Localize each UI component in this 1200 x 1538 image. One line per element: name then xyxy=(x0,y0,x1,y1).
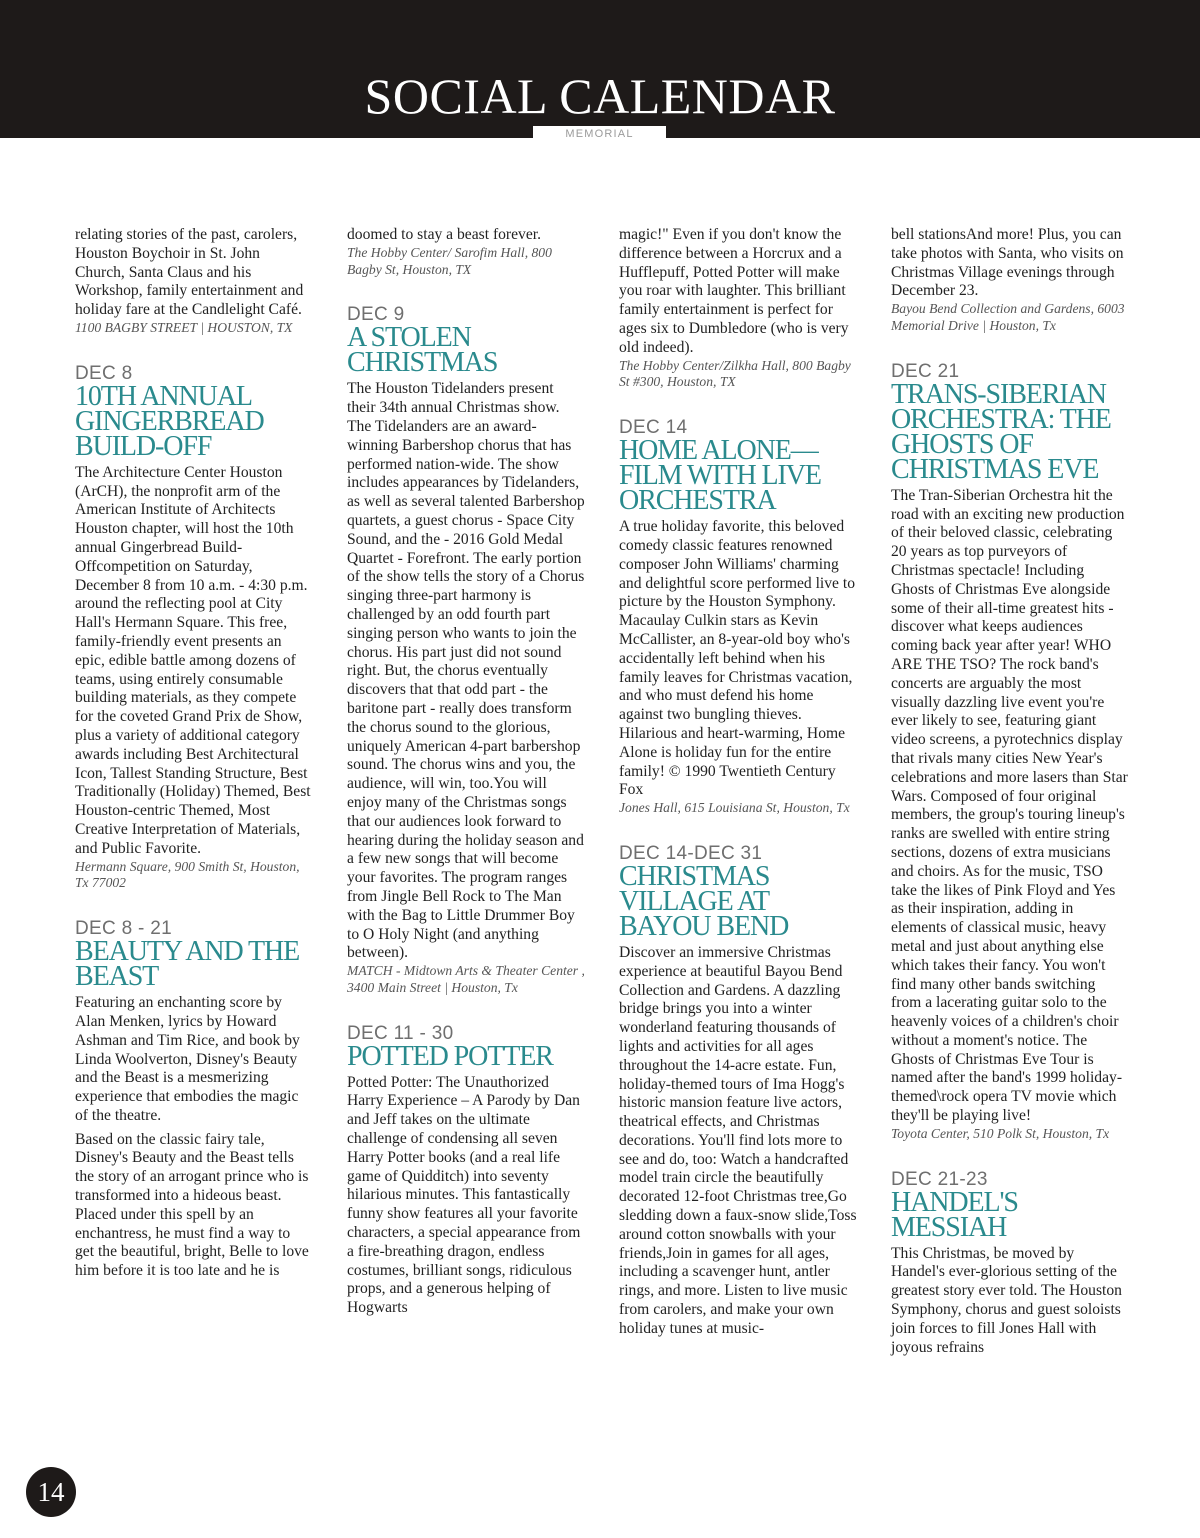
event-title: HANDEL'S MESSIAH xyxy=(891,1186,1018,1243)
event-venue: Jones Hall, 615 Louisiana St, Houston, Tx xyxy=(619,800,850,816)
column-4 xyxy=(891,226,1129,1357)
continued-text: magic!" Even if you don't know the difference between a Horcrux and a Hufflepuff, Potted Potter will make you roar with laughter. This brilliant family entertainment is perfect for ages six to Dumbledore (who is very old indeed). xyxy=(619,226,849,356)
event-date: DEC 9 xyxy=(347,304,405,326)
event-venue: Bayou Bend Collection and Gardens, 6003 Memorial Drive | Houston, Tx xyxy=(891,301,1125,333)
event-date: DEC 21 xyxy=(891,360,960,382)
event-description: Potted Potter: The Unauthorized Harry Experience – A Parody by Dan and Jeff takes on the ultimate challenge of condensing all seven Harry Potter books (and a real life game of Quidditch) into seventy hilarious minutes. This fantastically funny show features all your favorite characters, a special appearance from a fire-breathing dragon, endless costumes, brilliant songs, ridiculous props, and a generous helping of Hogwarts xyxy=(347,1073,581,1317)
event-date: DEC 14-DEC 31 xyxy=(619,842,763,864)
event-description: This Christmas, be moved by Handel's ever-glorious setting of the greatest story ever told. The Houston Symphony, chorus and guest soloists join forces to fill Jones Hall with joyous refrains xyxy=(891,1244,1122,1356)
page-number: 14 xyxy=(26,1467,76,1517)
event-description: The Tran-Siberian Orchestra hit the road with an exciting new production of their beloved classic, celebrating 20 years as top purveyors of Christmas spectacle! Including Ghosts of Christmas Eve alongside some of their all-time greatest hits - discover what keeps audiences coming back year after year! WHO ARE THE TSO? The rock band's concerts are arguably the most visually dazzling live event you're ever likely to see, featuring giant video screens, a pyrotechnics display that rivals many cities New Year's celebrations and more lasers than Star Wars. Composed of four original members, the group's touring lineup's ranks are swelled with entire string sections, dozens of extra musicians and choirs. As for the music, TSO take the likes of Pink Floyd and Yes as their inspiration, adding in elements of classical music, heavy metal and just about anything else which takes their fancy. You won't find many other bands switching from a lacerating guitar solo to the heavenly voices of a children's choir without a moment's notice. The Ghosts of Christmas Eve Tour is named after the band's 1999 holiday-themed\rock opera TV movie which they'll be playing live! xyxy=(891,486,1128,1125)
event-christmas-village xyxy=(619,843,857,1339)
event-potted-potter xyxy=(347,1023,585,1318)
event-description: Based on the classic fairy tale, Disney's Beauty and the Beast tells the story of an arrogant prince who is transformed into a hideous beast. Placed under this spell by an enchantress, he must find a way to get the beautiful, bright, Belle to love him before it is too late and he is xyxy=(75,1130,309,1280)
event-description: Discover an immersive Christmas experience at beautiful Bayou Bend Collection and Gardens. A dazzling bridge brings you into a winter wonderland featuring thousands of lights and activities for all ages throughout the 14-acre estate. Fun, holiday-themed tours of Ima Hogg's historic mansion feature live actors, theatrical effects, and Christmas decorations. You'll find lots more to see and do, too: Watch a handcrafted model train circle the beautifully decorated 12-foot Christmas tree,Go sledding down a faux-snow slide,Toss around cotton snowballs with your friends,Join in games for all ages, including a scavenger hunt, antler rings, and more. Listen to live music from carolers, and make your own holiday tunes at music- xyxy=(619,943,857,1337)
event-title: A STOLEN CHRISTMAS xyxy=(347,322,498,379)
event-date: DEC 14 xyxy=(619,417,688,439)
event-handels-messiah xyxy=(891,1169,1129,1358)
header-bar xyxy=(0,0,1200,138)
event-venue: The Hobby Center/ Sarofim Hall, 800 Bagby St, Houston, TX xyxy=(347,244,552,277)
event-title: 10TH ANNUAL GINGERBREAD BUILD-OFF xyxy=(75,380,264,462)
event-description: The Architecture Center Houston (ArCH), the nonprofit arm of the American Institute of Architects Houston chapter, will host the 10th annual Gingerbread Build-Offcompetition on Saturday, December 8 from 10 a.m. - 4:30 p.m. around the reflecting pool at City Hall's Hermann Square. This free, family-friendly event presents an epic, edible battle among dozens of teams, using entirely consumable building materials, as they compete for the coveted Grand Prix de Show, plus a variety of additional category awards including Best Architectural Icon, Tallest Standing Structure, Best Traditionally (Holiday) Themed, Best Houston-centric Themed, Most Creative Interpretation of Materials, and Public Favorite. xyxy=(75,463,311,857)
column-2 xyxy=(347,226,585,1318)
event-beauty-and-the-beast xyxy=(75,918,313,1281)
event-venue: Toyota Center, 510 Polk St, Houston, Tx xyxy=(891,1125,1110,1141)
event-trans-siberian-orchestra xyxy=(891,361,1129,1143)
event-gingerbread-build-off xyxy=(75,363,313,892)
event-title: CHRISTMAS VILLAGE AT BAYOU BEND xyxy=(619,860,789,942)
event-title: BEAUTY AND THE BEAST xyxy=(75,936,300,993)
event-home-alone xyxy=(619,417,857,817)
event-date: DEC 8 - 21 xyxy=(75,918,172,940)
continued-text: bell stationsAnd more! Plus, you can take photos with Santa, who visits on Christmas Village evenings through December 23. xyxy=(891,226,1124,300)
column-1 xyxy=(75,226,313,1281)
event-venue: MATCH - Midtown Arts & Theater Center , 3400 Main Street | Houston, Tx xyxy=(347,963,585,995)
event-venue: Hermann Square, 900 Smith St, Houston, Tx 77002 xyxy=(75,858,300,891)
event-date: DEC 21-23 xyxy=(891,1168,988,1190)
event-venue: 1100 BAGBY STREET | HOUSTON, TX xyxy=(75,319,293,335)
event-title: TRANS-SIBERIAN ORCHESTRA: THE GHOSTS OF CHRISTMAS EVE xyxy=(891,378,1111,485)
section-label: MEMORIAL xyxy=(533,126,666,144)
column-3 xyxy=(619,226,857,1339)
event-date: DEC 8 xyxy=(75,362,133,384)
event-description: A true holiday favorite, this beloved comedy classic features renowned composer John Williams' charming and delightful score performed live to picture by the Houston Symphony. Macaulay Culkin stars as Kevin McCallister, an 8-year-old boy who's accidentally left behind when his family leaves for Christmas vacation, and who must defend his home against two bungling thieves. Hilarious and heart-warming, Home Alone is holiday fun for the entire family! © 1990 Twentieth Century Fox xyxy=(619,518,855,799)
event-title: HOME ALONE— FILM WITH LIVE ORCHESTRA xyxy=(619,435,821,517)
event-description: Featuring an enchanting score by Alan Menken, lyrics by Howard Ashman and Tim Rice, and book by Linda Woolverton, Disney's Beauty and the Beast is a mesmerizing experience that embodies the magic of the theatre. xyxy=(75,994,300,1124)
page-title: SOCIAL CALENDAR xyxy=(364,68,836,124)
event-venue: The Hobby Center/Zilkha Hall, 800 Bagby St #300, Houston, TX xyxy=(619,357,851,390)
event-description: The Houston Tidelanders present their 34th annual Christmas show. The Tidelanders are an award-winning Barbershop chorus that has performed nation-wide. The show includes appearances by Tidelanders, as well as several talented Barbershop quartets, a guest chorus - Space City Sound, and the - 2016 Gold Medal Quartet - Forefront. The early portion of the show tells the story of a Chorus singing three-part harmony is challenged by an odd fourth part singing person who wants to join the chorus. His part just did not sound right. But, the chorus eventually discovers that that odd part - the baritone part - really does transform the chorus sound to the glorious, uniquely American 4-part barbershop sound. The chorus wins and you, the audience, will win, too.You will enjoy many of the Christmas songs that our audiences look forward to hearing during the holiday season and a few new songs that will become your favorites. The program ranges from Jingle Bell Rock to The Man with the Bag to Little Drummer Boy to O Holy Night (and anything between). xyxy=(347,380,585,962)
event-a-stolen-christmas xyxy=(347,304,585,996)
continued-text: doomed to stay a beast forever. xyxy=(347,226,541,243)
event-title: POTTED POTTER xyxy=(347,1040,553,1072)
continued-text: relating stories of the past, carolers, Houston Boychoir in St. John Church, Santa Claus and his Workshop, family entertainment and holiday fare at the Candlelight Café. xyxy=(75,226,304,319)
event-date: DEC 11 - 30 xyxy=(347,1022,454,1044)
